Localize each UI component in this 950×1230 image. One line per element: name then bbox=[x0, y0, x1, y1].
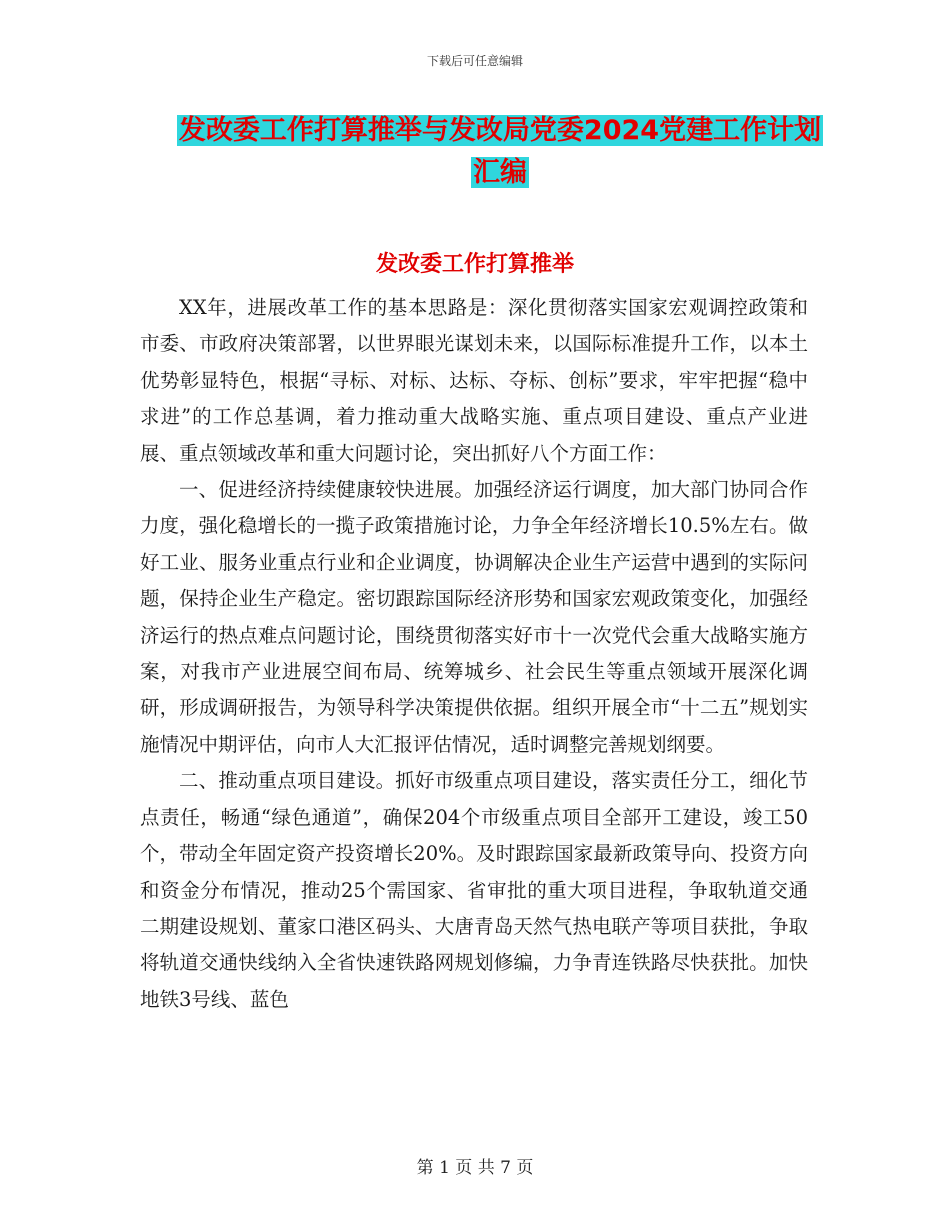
paragraph-2: 二、推动重点项目建设。抓好市级重点项目建设，落实责任分工，细化节点责任，畅通“绿色通道”，确保204个市级重点项目全部开工建设，竣工50个，带动全年固定资产投资增长20%。及时跟踪国家最新政策导向、投资方向和资金分布情况，推动25个需国家、省审批的重大项目进程，争取轨道交通二期建设规划、董家口港区码头、大唐青岛天然气热电联产等项目获批，争取将轨道交通快线纳入全省快速铁路网规划修编，力争青连铁路尽快获批。加快地铁3号线、蓝色 bbox=[140, 769, 808, 1011]
document-body bbox=[140, 290, 808, 1018]
document-title-line1: 发改委工作打算推举与发改局党委2024党建工作计划 bbox=[178, 115, 822, 146]
paragraph-intro: XX年，进展改革工作的基本思路是：深化贯彻落实国家宏观调控政策和市委、市政府决策部署，以世界眼光谋划未来，以国际标准提升工作，以本土优势彰显特色，根据“寻标、对标、达标、夺标、创标”要求，牢牢把握“稳中求进”的工作总基调，着力推动重大战略实施、重点项目建设、重点产业进展、重点领域改革和重大问题讨论，突出抓好八个方面工作： bbox=[140, 296, 808, 465]
paragraph-1: 一、促进经济持续健康较快进展。加强经济运行调度，加大部门协同合作力度，强化稳增长的一揽子政策措施讨论，力争全年经济增长10.5%左右。做好工业、服务业重点行业和企业调度，协调解决企业生产运营中遇到的实际问题，保持企业生产稳定。密切跟踪国际经济形势和国家宏观政策变化，加强经济运行的热点难点问题讨论，围绕贯彻落实好市十一次党代会重大战略实施方案，对我市产业进展空间布局、统筹城乡、社会民生等重点领域开展深化调研，形成调研报告，为领导科学决策提供依据。组织开展全市“十二五”规划实施情况中期评估，向市人大汇报评估情况，适时调整完善规划纲要。 bbox=[140, 478, 808, 756]
page-footer: 第 1 页 共 7 页 bbox=[416, 1158, 534, 1178]
page-header-note: 下载后可任意编辑 bbox=[426, 54, 523, 68]
document-title bbox=[140, 110, 860, 194]
section-title: 发改委工作打算推举 bbox=[375, 252, 574, 277]
document-title-line2: 汇编 bbox=[473, 157, 527, 188]
